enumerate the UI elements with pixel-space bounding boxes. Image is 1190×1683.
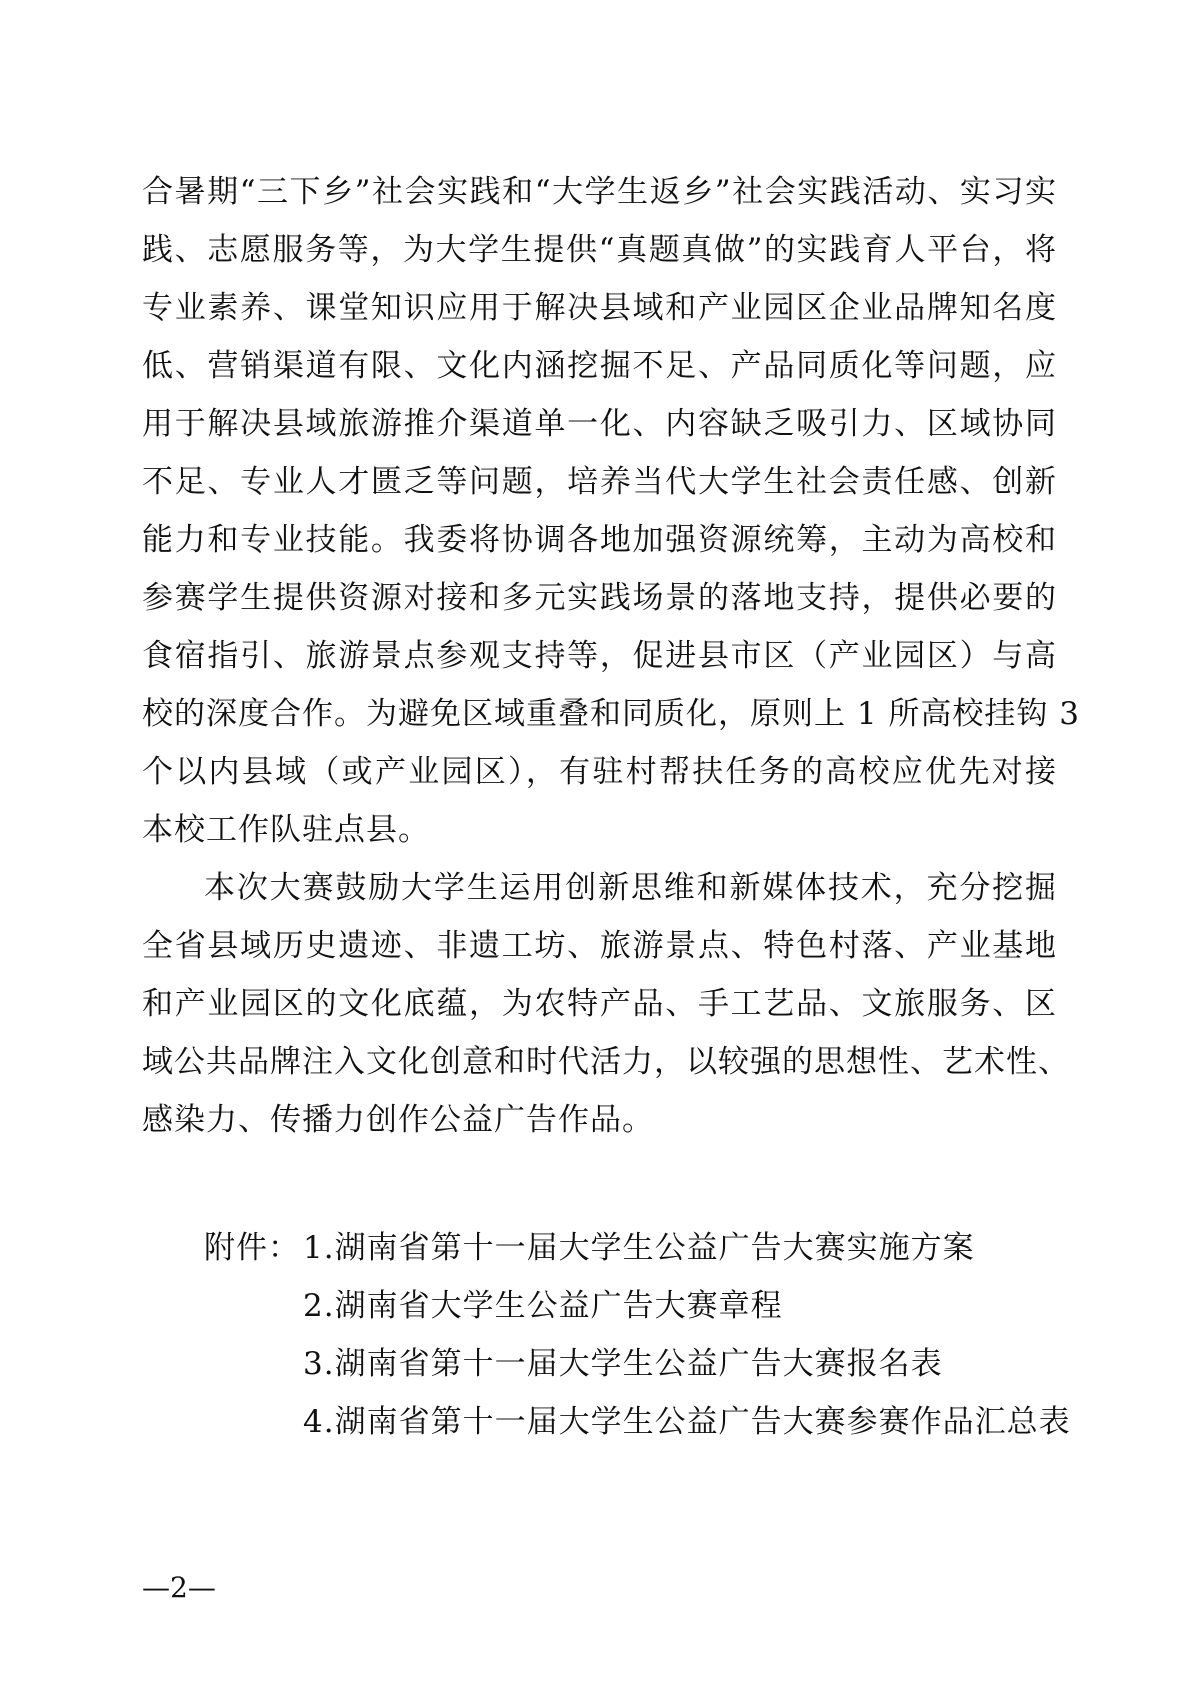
- paragraph2-line-2: 全省县域历史遗迹、非遗工坊、旅游景点、特色村落、产业基地: [142, 928, 1057, 964]
- paragraph1-line-6: 不足、专业人才匮乏等问题，培养当代大学生社会责任感、创新: [142, 464, 1057, 500]
- paragraph1-line-7: 能力和专业技能。我委将协调各地加强资源统筹，主动为高校和: [142, 522, 1057, 558]
- paragraph1-line-2: 践、志愿服务等，为大学生提供“真题真做”的实践育人平台，将: [142, 232, 1057, 268]
- paragraph1-line-11: 个以内县域（或产业园区），有驻村帮扶任务的高校应优先对接: [142, 754, 1057, 790]
- page-number: —2—: [142, 1571, 216, 1604]
- attachment-item-2: 2.湖南省大学生公益广告大赛章程: [303, 1288, 783, 1324]
- paragraph1-line-12: 本校工作队驻点县。: [142, 812, 430, 848]
- paragraph1-line-10: 校的深度合作。为避免区域重叠和同质化，原则上 1 所高校挂钩 3: [142, 696, 1081, 732]
- paragraph1-line-8: 参赛学生提供资源对接和多元实践场景的落地支持，提供必要的: [142, 580, 1057, 616]
- attachments-label: 附件：: [204, 1230, 300, 1266]
- attachment-item-4: 4.湖南省第十一届大学生公益广告大赛参赛作品汇总表: [303, 1404, 1071, 1440]
- paragraph2-line-3: 和产业园区的文化底蕴，为农特产品、手工艺品、文旅服务、区: [142, 986, 1057, 1022]
- attachment-item-3: 3.湖南省第十一届大学生公益广告大赛报名表: [303, 1346, 943, 1382]
- attachment-item-1: 1.湖南省第十一届大学生公益广告大赛实施方案: [303, 1230, 975, 1266]
- paragraph2-line-1: 本次大赛鼓励大学生运用创新思维和新媒体技术，充分挖掘: [204, 870, 1057, 906]
- paragraph2-line-4: 域公共品牌注入文化创意和时代活力，以较强的思想性、艺术性、: [142, 1044, 1070, 1080]
- paragraph1-line-1: 合暑期“三下乡”社会实践和“大学生返乡”社会实践活动、实习实: [142, 174, 1057, 210]
- paragraph2-line-5: 感染力、传播力创作公益广告作品。: [142, 1102, 654, 1138]
- paragraph1-line-4: 低、营销渠道有限、文化内涵挖掘不足、产品同质化等问题，应: [142, 348, 1057, 384]
- paragraph1-line-9: 食宿指引、旅游景点参观支持等，促进县市区（产业园区）与高: [142, 638, 1057, 674]
- paragraph1-line-3: 专业素养、课堂知识应用于解决县域和产业园区企业品牌知名度: [142, 290, 1057, 326]
- paragraph1-line-5: 用于解决县域旅游推介渠道单一化、内容缺乏吸引力、区域协同: [142, 406, 1057, 442]
